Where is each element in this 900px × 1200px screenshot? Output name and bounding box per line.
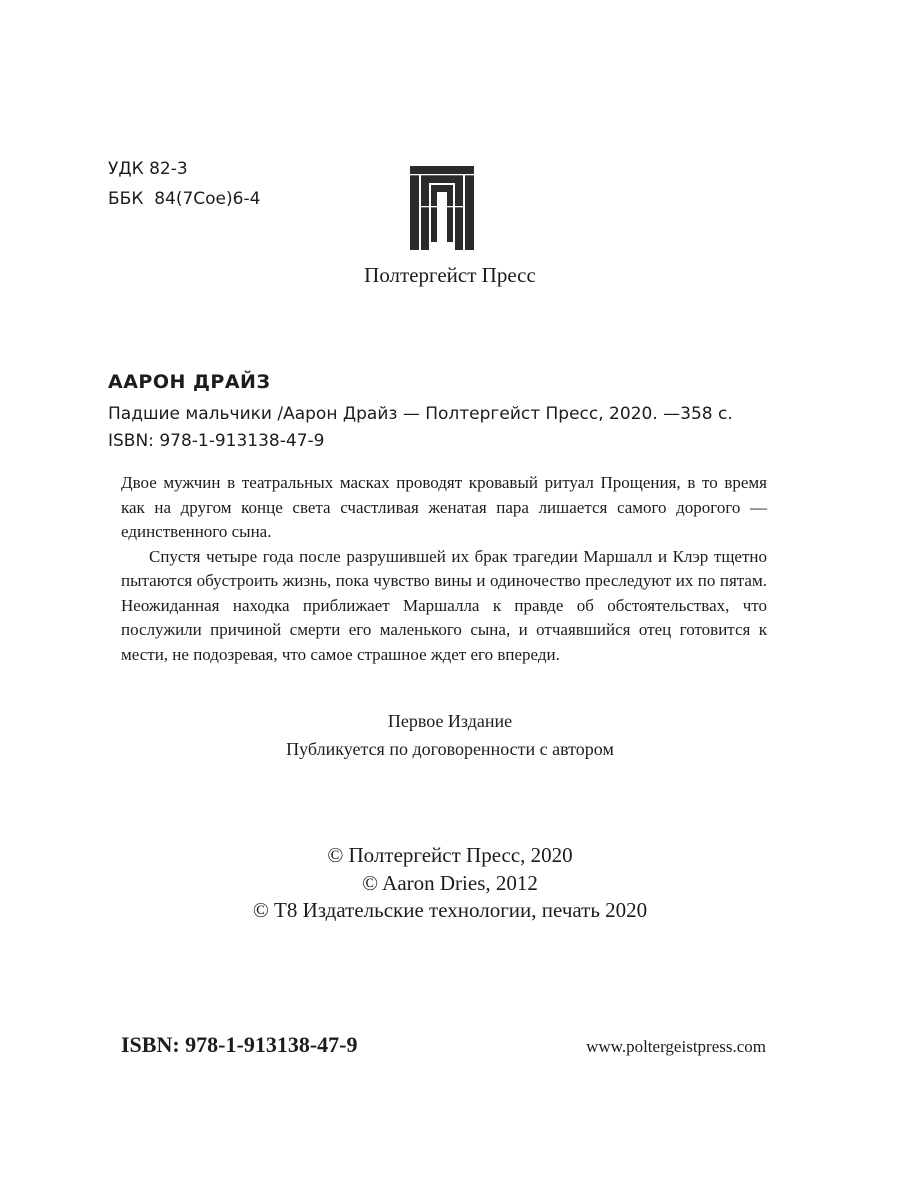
publisher-logo-icon [410,166,474,250]
bibliographic-record [108,401,733,455]
annotation-paragraph: Спустя четыре года после разрушившей их брак трагедии Маршалл и Клэр тщетно пытаются обустроить жизнь, пока чувство вины и одиночество преследуют их по пятам. Неожиданная находка приближает Маршалла к правде об обстоятельствах, что послужили причиной смерти его маленького сына, и отчаявшийся отец готовится к мести, не подозревая, что самое страшное ждет его впереди. [121,546,767,664]
annotation-paragraph: Двое мужчин в театральных масках проводят кровавый ритуал Прощения, в то время как на другом конце света счастливая женатая пара лишается самого дорогого — единственного сына. [121,473,767,541]
agreement-note: Публикуется по договоренности с автором [286,739,614,759]
classification-block [108,154,260,214]
bbk-code: ББК 84(7Сое)6-4 [108,189,261,209]
author-name: ААРОН ДРАЙЗ [108,371,271,393]
udk-code: УДК 82-3 [108,159,188,179]
copyright-line: © Полтергейст Пресс, 2020 [327,843,573,867]
footer-isbn: ISBN: 978-1-913138-47-9 [121,1032,358,1057]
website-link[interactable]: www.poltergeistpress.com [586,1037,766,1056]
isbn-line: ISBN: 978-1-913138-47-9 [108,431,325,451]
edition-label: Первое Издание [387,711,513,731]
annotation [121,471,767,667]
copyright-line: © Aaron Dries, 2012 [362,870,538,895]
copyright-line: © Т8 Издательские технологии, печать 2020 [252,898,648,922]
edition-info [0,707,900,763]
citation-line: Падшие мальчики /Аарон Драйз — Полтергейст Пресс, 2020. —358 с. [108,404,733,424]
publisher-name: Полтергейст Пресс [364,263,536,287]
copyright-block [0,842,900,925]
